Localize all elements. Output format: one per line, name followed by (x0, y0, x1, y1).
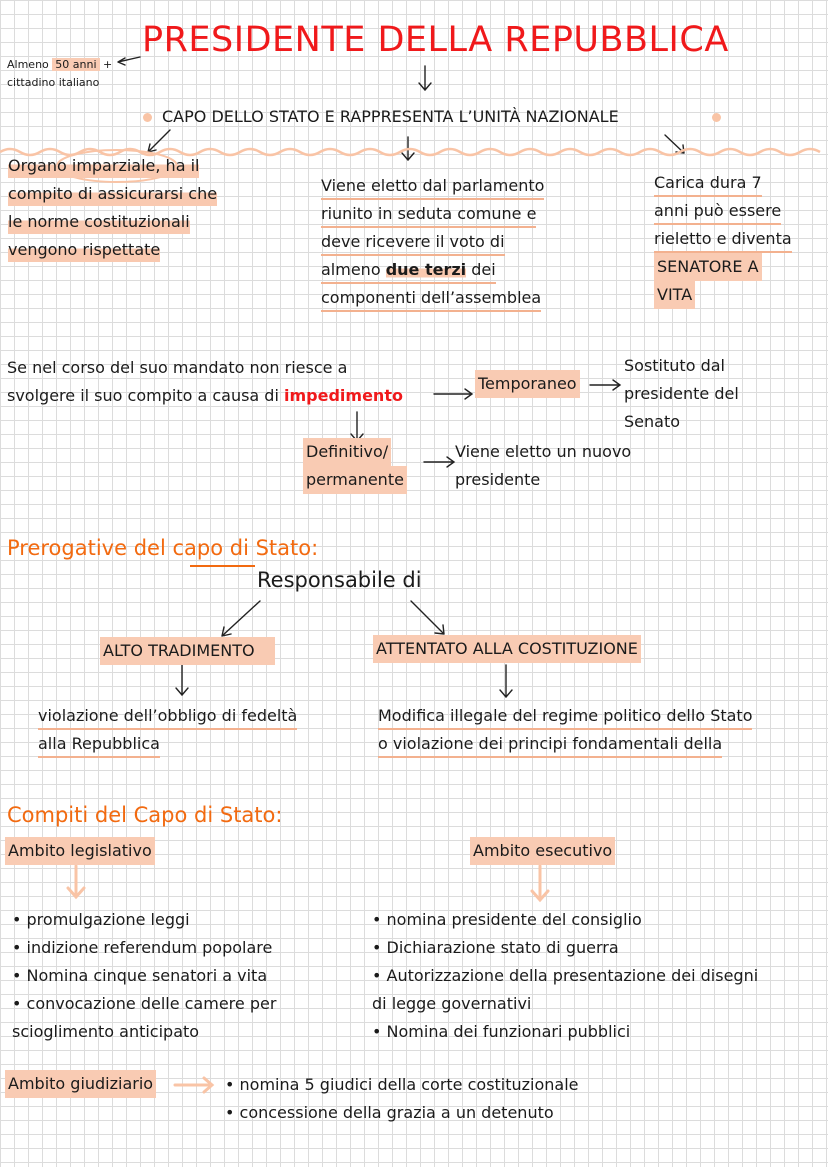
list-item: • promulgazione leggi (12, 910, 190, 929)
list-item: • Autorizzazione della presentazione dei disegni (372, 966, 759, 985)
legislativo-list (12, 906, 276, 1046)
list-item: di legge governativi (372, 994, 532, 1013)
list-item: • indizione referendum popolare (12, 938, 273, 957)
column-elezione: Viene eletto dal parlamento riunito in seduta comune e deve ricevere il voto di almeno due terzi dei componenti dell’assemblea (321, 172, 544, 312)
giudiziario-list (225, 1071, 579, 1127)
column-carica: Carica dura 7 anni può essere rieletto e diventa SENATORE A VITA (654, 169, 792, 309)
attentato-desc: Modifica illegale del regime politico dello Stato o violazione dei principi fondamentali della (378, 702, 752, 758)
list-item: • convocazione delle camere per (12, 994, 277, 1013)
arrow-to-age (118, 57, 140, 65)
list-item: • Nomina cinque senatori a vita (12, 966, 268, 985)
alto-tradimento: ALTO TRADIMENTO (100, 637, 275, 665)
ambito-giudiziario: Ambito giudiziario (5, 1070, 156, 1098)
list-item: • Dichiarazione stato di guerra (372, 938, 619, 957)
list-item: • concessione della grazia a un detenuto (225, 1103, 554, 1122)
arrow-to-sostituto (590, 380, 620, 390)
arrow-alto-down (176, 665, 188, 695)
arrow-giudiziario-right (175, 1078, 212, 1092)
list-item: • Nomina dei funzionari pubblici (372, 1022, 631, 1041)
age-note: Almeno 50 anni + cittadino italiano (7, 58, 113, 89)
ambito-legislativo: Ambito legislativo (5, 837, 155, 865)
attentato-costituzione: ATTENTATO ALLA COSTITUZIONE (373, 635, 641, 663)
bullet-dot-left (143, 113, 152, 122)
page-title: PRESIDENTE DELLA REPUBBLICA (142, 20, 729, 60)
list-item: • nomina presidente del consiglio (372, 910, 642, 929)
arrow-to-definitivo (351, 412, 363, 441)
capo-dello-stato: CAPO DELLO STATO E RAPPRESENTA L’UNITÀ NAZIONALE (162, 107, 619, 126)
arrow-to-nuovo (424, 457, 454, 467)
alto-tradimento-desc: violazione dell’obbligo di fedeltà alla Repubblica (38, 702, 297, 758)
definitivo-label: Definitivo/ permanente (303, 438, 407, 494)
arrow-esecutivo-down (532, 866, 548, 900)
compiti-heading: Compiti del Capo di Stato: (7, 803, 283, 827)
list-item: scioglimento anticipato (12, 1022, 200, 1041)
prerogative-heading: Prerogative del capo di Stato: (7, 536, 319, 560)
arrow-attentato-down (500, 665, 512, 697)
esecutivo-list (372, 906, 758, 1046)
list-item: • nomina 5 giudici della corte costituzionale (225, 1075, 579, 1094)
nuovo-presidente-text: Viene eletto un nuovo presidente (455, 442, 632, 489)
column-imparziale: Organo imparziale, ha il compito di assicurarsi che le norme costituzionali vengono rispettate (8, 152, 217, 264)
arrow-legislativo-down (68, 866, 84, 897)
temporaneo-label: Temporaneo (475, 370, 580, 398)
arrow-to-alto (222, 601, 260, 636)
sostituto-text: Sostituto dal presidente del Senato (624, 356, 739, 431)
arrow-title-down (419, 66, 431, 90)
bullet-dot-right (712, 113, 721, 122)
arrow-to-attentato (411, 601, 444, 634)
arrow-to-temporaneo (434, 389, 472, 399)
responsabile-label: Responsabile di (257, 568, 422, 592)
ambito-esecutivo: Ambito esecutivo (470, 837, 615, 865)
impedimento-text: Se nel corso del suo mandato non riesce a svolgere il suo compito a causa di impedimento (7, 358, 403, 405)
